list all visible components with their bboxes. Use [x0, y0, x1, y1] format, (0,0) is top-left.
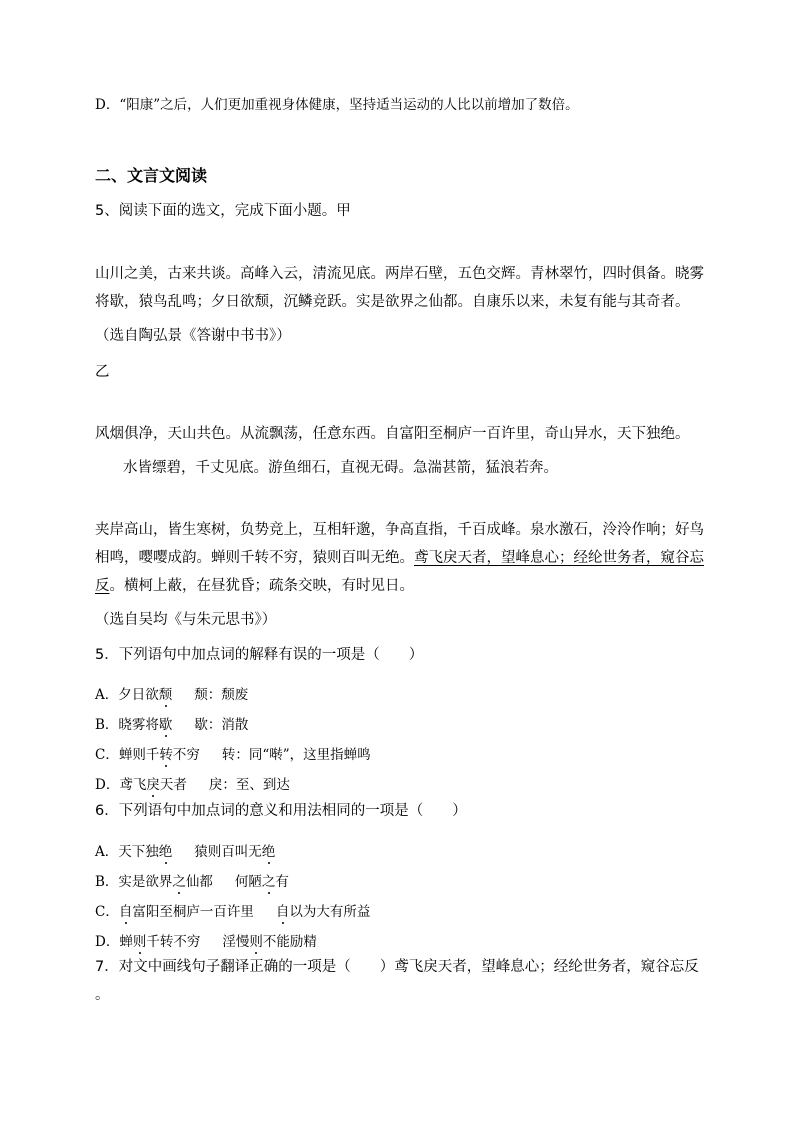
dotted-word: 歇 — [158, 717, 173, 733]
dotted-word: 则 — [249, 934, 263, 950]
option-text: 不能励精 — [262, 934, 317, 950]
q6-option-c — [95, 902, 370, 922]
passage-yi-line-5 — [95, 576, 414, 596]
passage-jia-line-1: 山川之美，古来共谈。高峰入云，清流见底。两岸石壁，五色交辉。青林翠竹，四时俱备。晓雾 — [95, 266, 704, 282]
option-text: B．晓雾将 — [95, 717, 159, 733]
label-yi: 乙 — [95, 364, 110, 380]
option-text: 淫慢 — [222, 934, 250, 950]
option-gloss: 歇：消散 — [194, 717, 249, 733]
option-text: A．夕日欲 — [95, 687, 159, 703]
passage-yi-line-4-text: 相鸣，嘤嘤成韵。蝉则千转不穷，猿则百叫无绝。 — [95, 550, 414, 566]
passage-yi-line-3: 夹岸高山，皆生寒树，负势竞上，互相轩邈，争高直指，千百成峰。泉水激石，泠泠作响；好鸟 — [95, 522, 704, 538]
passage-yi-line-2: 水皆缥碧，千丈见底。游鱼细石，直视无碍。急湍甚箭，猛浪若奔。 — [123, 460, 558, 476]
q5-option-c — [95, 745, 371, 765]
option-text: D．鸢飞 — [95, 777, 147, 793]
passage-yi-source: （选自吴均《与朱元思书》） — [95, 612, 277, 628]
option-text: 仙都 — [185, 874, 213, 890]
option-text: C． — [95, 904, 119, 920]
dotted-word: 自 — [275, 904, 290, 920]
q6-option-b — [95, 872, 289, 892]
passage-yi-line-5-text: 。横柯上蔽，在昼犹昏；疏条交映，有时见日。 — [109, 578, 414, 594]
q5-stem: 5．下列语句中加点词的解释有误的一项是（ ） — [95, 647, 424, 663]
option-text: 富阳至桐庐一百许里 — [132, 904, 254, 920]
section-heading: 二、文言文阅读 — [95, 166, 208, 185]
q5-intro: 5、阅读下面的选文，完成下面小题。甲 — [95, 203, 351, 219]
q5-option-a — [95, 685, 248, 705]
option-text: 有 — [275, 874, 289, 890]
option-text: 猿则百叫无 — [194, 844, 262, 860]
dotted-word: 自 — [118, 904, 133, 920]
dotted-word: 绝 — [158, 844, 173, 860]
q6-option-a — [95, 842, 275, 862]
option-d-previous: D．“阳康”之后，人们更加重视身体健康，坚持适当运动的人比以前增加了数倍。 — [95, 97, 579, 113]
dotted-word: 戾 — [146, 777, 160, 793]
q5-option-b — [95, 715, 248, 735]
option-text: 以为大有所益 — [289, 904, 371, 920]
passage-yi-line-1: 风烟俱净，天山共色。从流飘荡，任意东西。自富阳至桐庐一百许里，奇山异水，天下独绝。 — [95, 426, 690, 442]
option-text: B．实是欲界 — [95, 874, 173, 890]
option-gloss: 颓：颓废 — [194, 687, 249, 703]
option-gloss: 戾：至、到达 — [208, 777, 290, 793]
q7-stem: 7．对文中画线句子翻译正确的一项是（ ）鸢飞戾天者，望峰息心；经纶世务者，窥谷忘反 — [95, 959, 699, 975]
option-text: 千转不穷 — [146, 934, 201, 950]
dotted-word: 转 — [159, 747, 173, 763]
option-text: 何陋 — [234, 874, 262, 890]
option-text: A．天下独 — [95, 844, 159, 860]
option-text: 不穷 — [172, 747, 200, 763]
q7-stem-tail: 。 — [95, 987, 110, 1003]
passage-yi-line-4 — [95, 548, 704, 568]
underlined-sentence-part-1: 鸢飞戾天者，望峰息心；经纶世务者，窥谷忘 — [414, 550, 704, 566]
q5-option-d — [95, 775, 290, 795]
passage-jia-line-2: 将歇，猿鸟乱鸣；夕日欲颓，沉鳞竞跃。实是欲界之仙都。自康乐以来，未复有能与其奇者。 — [95, 294, 690, 310]
dotted-word: 之 — [261, 874, 276, 890]
dotted-word: 颓 — [158, 687, 173, 703]
underlined-sentence-part-2: 反 — [95, 578, 110, 594]
option-text: 天者 — [159, 777, 187, 793]
passage-jia-source: （选自陶弘景《答谢中书书》） — [95, 328, 291, 344]
dotted-word: 则 — [132, 934, 147, 950]
dotted-word: 之 — [172, 874, 186, 890]
option-gloss: 转：同“啭”，这里指蝉鸣 — [221, 747, 371, 763]
option-text: D．蝉 — [95, 934, 133, 950]
dotted-word: 绝 — [261, 844, 276, 860]
option-text: C．蝉则千 — [95, 747, 160, 763]
q6-option-d — [95, 932, 317, 952]
q6-stem: 6．下列语句中加点词的意义和用法相同的一项是（ ） — [95, 803, 467, 819]
